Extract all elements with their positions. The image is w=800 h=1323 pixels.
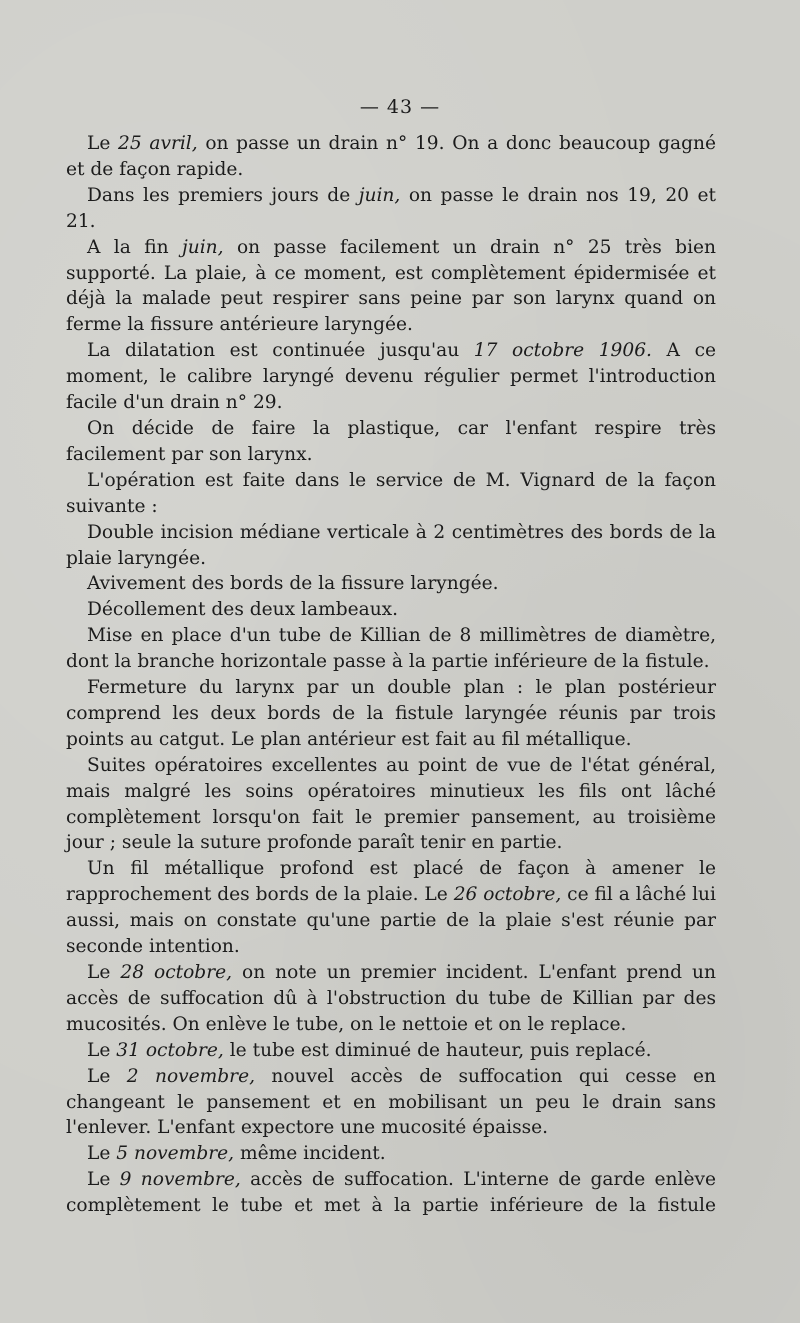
page-number: — 43 — <box>359 96 441 118</box>
date: 26 octobre, <box>453 884 562 906</box>
date: 28 octobre, <box>120 962 232 983</box>
paragraph-13: Un fil métallique profond est placé de façon à amener le rapprochement des bords de la plaie. Le 26 octobre, ce fil a lâché lui aussi, mais on constate qu'une partie de la plaie s'est réunie par seconde intention. <box>66 858 716 958</box>
paragraph-18: Le 9 novembre, accès de suffocation. L'interne de garde enlève complètement le tube et met à la partie inférieure de la fistule <box>66 1169 716 1217</box>
paragraph-8: Avivement des bords de la fissure laryngée. <box>87 573 499 595</box>
paragraph-9: Décollement des deux lambeaux. <box>87 599 399 621</box>
date: 17 octobre 1906. <box>473 340 652 362</box>
date: 31 octobre, <box>116 1039 224 1061</box>
paragraph-17: Le 5 novembre, même incident. <box>87 1143 386 1165</box>
paragraph-4: La dilatation est continuée jusqu'au 17 octobre 1906. A ce moment, le calibre laryngé devenu régulier permet l'introduction facile d'un drain n° 29. <box>66 340 717 414</box>
body-text <box>66 131 716 1219</box>
paragraph-1: Le 25 avril, on passe un drain n° 19. On a donc beaucoup gagné et de façon rapide. <box>66 133 717 180</box>
paragraph-2: Dans les premiers jours de juin, on passe le drain nos 19, 20 et 21. <box>66 184 716 232</box>
paragraph-10: Mise en place d'un tube de Killian de 8 millimètres de diamètre, dont la branche horizontale passe à la partie inférieure de la fistule. <box>66 625 716 673</box>
date: 5 novembre, <box>116 1143 235 1165</box>
paragraph-12: Suites opératoires excellentes au point de vue de l'état général, mais malgré les soins opératoires minutieux les fils ont lâché complètement lorsqu'on fait le premier pansement, au troisième jour ; seule la suture profonde paraît tenir en partie. <box>66 754 716 854</box>
date: 2 novembre, <box>126 1065 255 1087</box>
paragraph-3: A la fin juin, on passe facilement un drain n° 25 très bien supporté. La plaie, à ce moment, est complètement épidermisée et déjà la malade peut respirer sans peine par son larynx quand on ferme la fissure antérieure laryngée. <box>66 236 716 336</box>
paragraph-15: Le 31 octobre, le tube est diminué de hauteur, puis replacé. <box>87 1039 652 1061</box>
date: 9 novembre, <box>119 1169 241 1191</box>
paragraph-16: Le 2 novembre, nouvel accès de suffocation qui cesse en changeant le pansement et en mobilisant un peu le drain sans l'enlever. L'enfant expectore une mucosité épaisse. <box>66 1065 716 1139</box>
paragraph-11: Fermeture du larynx par un double plan : le plan postérieur comprend les deux bords de la fistule laryngée réunis par trois points au catgut. Le plan antérieur est fait au fil métallique. <box>66 677 716 750</box>
paragraph-5: On décide de faire la plastique, car l'enfant respire très facilement par son larynx. <box>66 417 716 465</box>
paragraph-6: L'opération est faite dans le service de M. Vignard de la façon suivante : <box>66 469 716 517</box>
paragraph-14: Le 28 octobre, on note un premier incident. L'enfant prend un accès de suffocation dû à l'obstruction du tube de Killian par des mucosités. On enlève le tube, on le nettoie et on le replace. <box>66 962 716 1035</box>
paragraph-7: Double incision médiane verticale à 2 centimètres des bords de la plaie laryngée. <box>66 521 716 569</box>
date: juin, <box>181 236 224 258</box>
date: juin, <box>358 184 401 206</box>
date: 25 avril, <box>118 133 198 154</box>
